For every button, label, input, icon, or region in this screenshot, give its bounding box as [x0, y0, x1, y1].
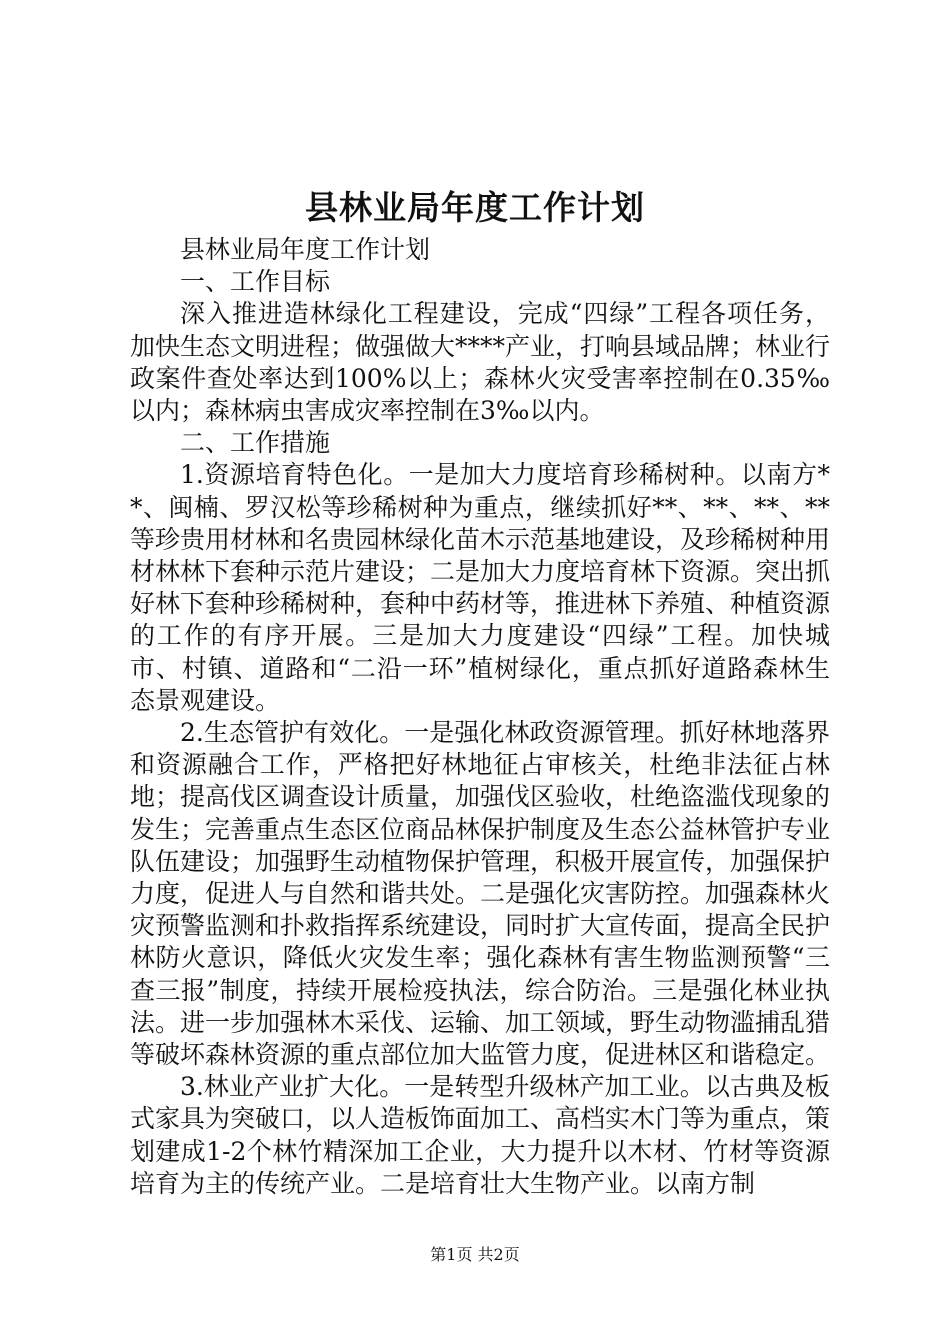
paragraph-measure-2: 2.生态管护有效化。一是强化林政资源管理。抓好林地落界和资源融合工作，严格把好林地征占审核关，杜绝非法征占林地；提高伐区调查设计质量，加强伐区验收，杜绝盗滥伐现象的发生；完善重点生态区位商品林保护制度及生态公益林管护专业队伍建设；加强野生动植物保护管理，积极开展宣传，加强保护力度，促进人与自然和谐共处。二是强化灾害防控。加强森林火灾预警监测和扑救指挥系统建设，同时扩大宣传面，提高全民护林防火意识，降低火灾发生率；强化森林有害生物监测预警“三查三报”制度，持续开展检疫执法，综合防治。三是强化林业执法。进一步加强林木采伐、运输、加工领域，野生动物滥捕乱猎等破坏森林资源的重点部位加大监管力度，促进林区和谐稳定。 — [130, 718, 831, 1070]
paragraph-measure-3: 3.林业产业扩大化。一是转型升级林产加工业。以古典及板式家具为突破口，以人造板饰面加工、高档实木门等为重点，策划建成1-2个林竹精深加工企业，大力提升以木材、竹材等资源培育为主的传统产业。二是培育壮大生物产业。以南方制 — [130, 1072, 831, 1198]
document-title: 县林业局年度工作计划 — [305, 188, 645, 227]
page-number: 第1页 共2页 — [430, 1245, 520, 1264]
paragraph-subtitle: 县林业局年度工作计划 — [180, 235, 431, 264]
document-body — [130, 234, 830, 1200]
section-heading-goals: 一、工作目标 — [180, 267, 331, 297]
section-heading-measures: 二、工作措施 — [180, 428, 331, 458]
paragraph-goals: 深入推进造林绿化工程建设，完成“四绿”工程各项任务，加快生态文明进程；做强做大****产业，打响县域品牌；林业行政案件查处率达到100%以上；森林火灾受害率控制在0.35‰以内；森林病虫害成灾率控制在3‰以内。 — [130, 299, 831, 426]
paragraph-measure-1: 1.资源培育特色化。一是加大力度培育珍稀树种。以南方**、闽楠、罗汉松等珍稀树种为重点，继续抓好**、**、**、**等珍贵用材林和名贵园林绿化苗木示范基地建设，及珍稀树种用材林林下套种示范片建设；二是加大力度培育林下资源。突出抓好林下套种珍稀树种，套种中药材等，推进林下养殖、种植资源的工作的有序开展。三是加大力度建设“四绿”工程。加快城市、村镇、道路和“二沿一环”植树绿化，重点抓好道路森林生态景观建设。 — [130, 460, 831, 715]
